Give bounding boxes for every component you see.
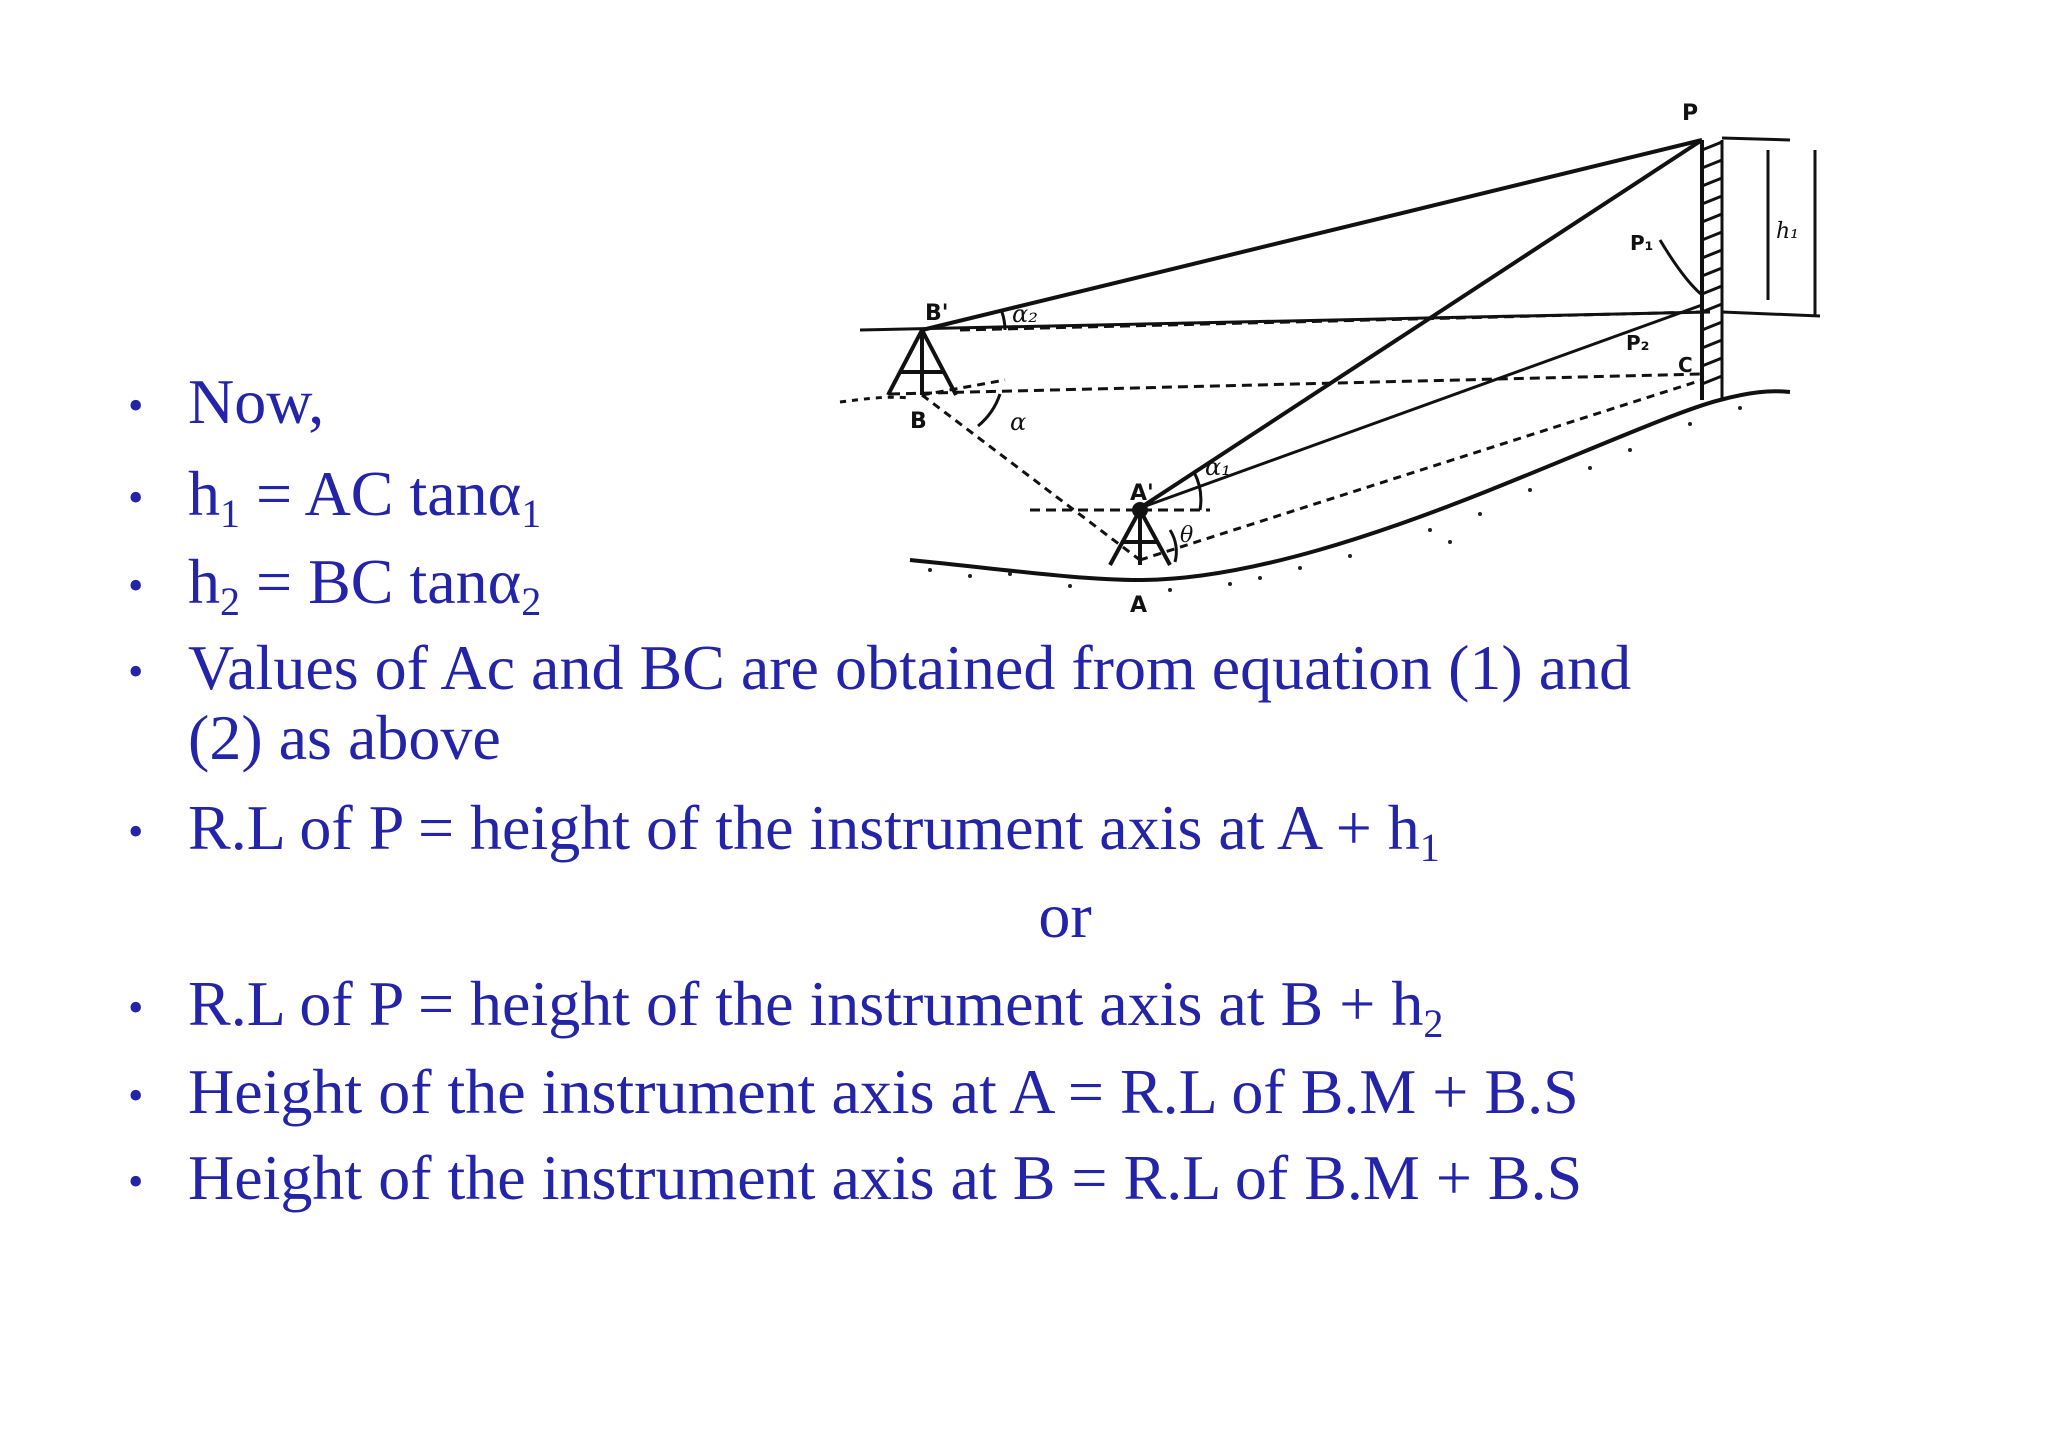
horizontal-b-dashed [890, 374, 1702, 394]
bullet-dot: • [128, 381, 144, 430]
bullet-text: Height of the instrument axis at B = R.L of B.M + B.S [188, 1142, 1583, 1213]
bullet-item-height-b [128, 1142, 1583, 1213]
h1-bracket [1722, 138, 1820, 316]
bullet-dot: • [128, 473, 144, 522]
label-alpha1: α₁ [1205, 453, 1231, 481]
bullet-text: Height of the instrument axis at A = R.L of B.M + B.S [188, 1056, 1579, 1127]
label-c: C [1678, 353, 1693, 377]
or-text: or [1038, 880, 1092, 951]
survey-diagram-svg [830, 90, 1880, 630]
subscript: 1 [521, 491, 542, 536]
bullet-text: R.L of P = height of the instrument axis at B + h [188, 968, 1424, 1039]
label-alpha2: α₂ [1012, 300, 1038, 328]
label-theta: θ [1180, 523, 1194, 548]
bullet-item-now [128, 366, 325, 437]
label-alpha: α [1010, 408, 1027, 436]
label-a: A [1130, 593, 1148, 618]
formula-rhs: = AC tanα [240, 458, 522, 529]
bullet-text: Values of Ac and BC are obtained from equation (1) and [188, 632, 1632, 703]
bullet-item-h1 [128, 458, 542, 536]
bullet-dot: • [128, 1071, 144, 1120]
angle-arc-alpha [978, 394, 1000, 426]
bullet-item-values-continuation [188, 702, 501, 773]
subscript: 1 [220, 491, 240, 536]
bullet-dot: • [128, 807, 144, 856]
bullet-text: (2) as above [188, 702, 501, 773]
angle-arc-alpha1 [1194, 472, 1201, 510]
label-p1: P₁ [1630, 231, 1654, 255]
sight-line-b-prime-to-p [922, 140, 1702, 330]
bullet-item-h2 [128, 546, 542, 624]
tripod-a [1110, 504, 1170, 565]
label-a-prime: A' [1130, 481, 1154, 506]
ground-line [910, 391, 1790, 580]
tripod-b [888, 330, 956, 395]
or-separator [0, 880, 2048, 951]
label-b-prime: B' [925, 301, 949, 326]
bullet-item-height-a [128, 1056, 1579, 1127]
ground-texture [928, 406, 1742, 592]
formula-h: h [188, 546, 220, 617]
subscript: 1 [1419, 825, 1440, 870]
formula-h: h [188, 458, 220, 529]
bullet-dot: • [128, 561, 144, 610]
bullet-dot: • [128, 1157, 144, 1206]
subscript: 2 [521, 579, 542, 624]
bullet-text: Now, [188, 366, 325, 437]
label-b: B [910, 409, 927, 434]
subscript: 2 [1423, 1001, 1444, 1046]
line-b-to-a-dashed [922, 395, 1140, 560]
bullet-text: R.L of P = height of the instrument axis at A + h [188, 792, 1420, 863]
ground-left-dashed [840, 397, 910, 402]
bullet-item-rl-a [128, 792, 1440, 870]
bullet-dot: • [128, 983, 144, 1032]
subscript: 2 [220, 579, 240, 624]
horizontal-b-prime-dashed [960, 312, 1702, 330]
angle-arc-theta [1170, 530, 1176, 562]
survey-diagram [830, 90, 1880, 630]
label-h1: h₁ [1776, 219, 1799, 244]
bullet-dot: • [128, 647, 144, 696]
formula-rhs: = BC tanα [240, 546, 522, 617]
label-p2: P₂ [1626, 331, 1650, 355]
bullet-item-values [128, 632, 1632, 703]
bullet-item-rl-b [128, 968, 1444, 1046]
label-p: P [1682, 101, 1699, 126]
